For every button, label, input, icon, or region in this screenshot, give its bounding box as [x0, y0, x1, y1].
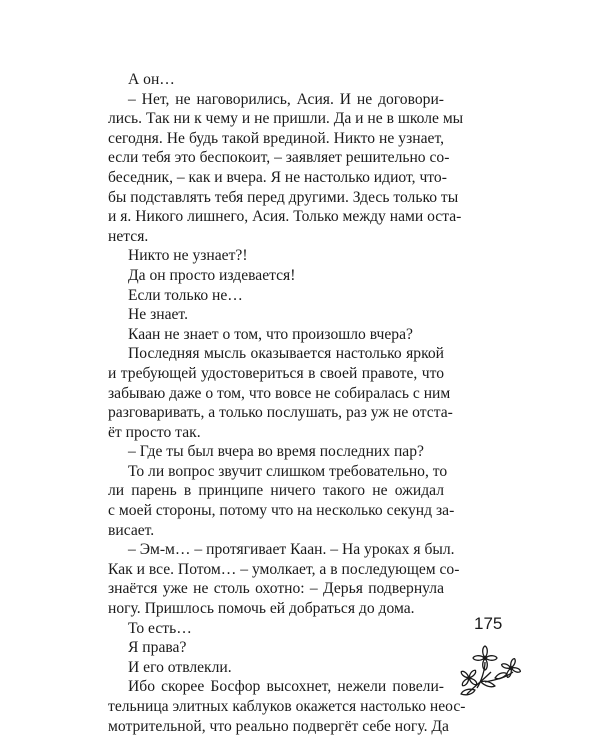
text-line: мотрительной, что реально подверг​ёт себе ногу. Да [108, 717, 449, 735]
text-line: разговаривать, а только послушать, раз уж не отста- [108, 404, 453, 422]
text-line: забываю даже о том, что вовсе не собиралась с ним [108, 384, 451, 402]
text-line: – Нет, не наговорились, Асия. И не договори- [128, 90, 444, 108]
text-line: беседник, – как и вчера. Я не настолько идиот, что- [108, 168, 447, 186]
flower-ornament-icon [455, 642, 525, 702]
text-line: и я. Никого лишнего, Асия. Только между нами оста- [108, 208, 462, 226]
text-line: Каан не знает о том, что произошло вчера? [128, 325, 413, 343]
text-line: Никто не узнает?! [128, 247, 248, 265]
text-line: висает. [108, 521, 155, 539]
text-line: бы подставлять тебя перед другими. Здесь только ты [108, 188, 459, 206]
text-line: и требующей удостовериться в своей правоте, что [108, 364, 444, 382]
text-line: с моей стороны, потому что на несколько секунд за- [108, 502, 455, 520]
text-line: сегодня. Не будь такой врединой. Никто не узнает, [108, 129, 444, 147]
page-number: 175 [474, 614, 503, 633]
text-line: – Где ты был вчера во время последних пар? [128, 443, 424, 461]
text-line: То есть… [128, 619, 192, 637]
text-line: Я права? [128, 639, 187, 657]
text-line: тельница элитных каблуков окажется настолько неос- [108, 698, 466, 715]
text-line: ногу. Пришлось помочь ей добраться до дома. [108, 600, 415, 618]
text-line: Ибо скорее Босфор высохнет, нежели повели- [128, 678, 444, 696]
text-line: Не знает. [128, 306, 188, 324]
text-line: А он… [128, 71, 175, 88]
text-line: Если только не… [128, 286, 243, 304]
text-line: Да он просто издевается! [128, 266, 296, 284]
text-line: ёт просто так. [108, 423, 201, 441]
text-line: То ли вопрос звучит слишком требовательно, то [128, 462, 448, 480]
text-line: лись. Так ни к чему и не пришли. Да и не в школе мы [108, 110, 464, 128]
text-line: ли парень в принципе ничего такого не ожидал [108, 482, 444, 500]
body-text [108, 70, 466, 736]
text-line: знаётся уже не столь охотно: – Дерья подвернула [108, 580, 444, 598]
text-line: если тебя это беспокоит, – заявляет решительно со- [108, 149, 450, 167]
text-line: Последняя мысль оказывается настолько яркой [128, 345, 444, 363]
text-line: нется. [108, 227, 149, 245]
text-line: Как и все. Потом… – умолкает, а в последующем со- [108, 560, 460, 578]
text-line: И его отвлекли. [128, 658, 232, 676]
text-line: – Эм-м… – протягивает Каан. – На уроках я был. [128, 541, 455, 559]
